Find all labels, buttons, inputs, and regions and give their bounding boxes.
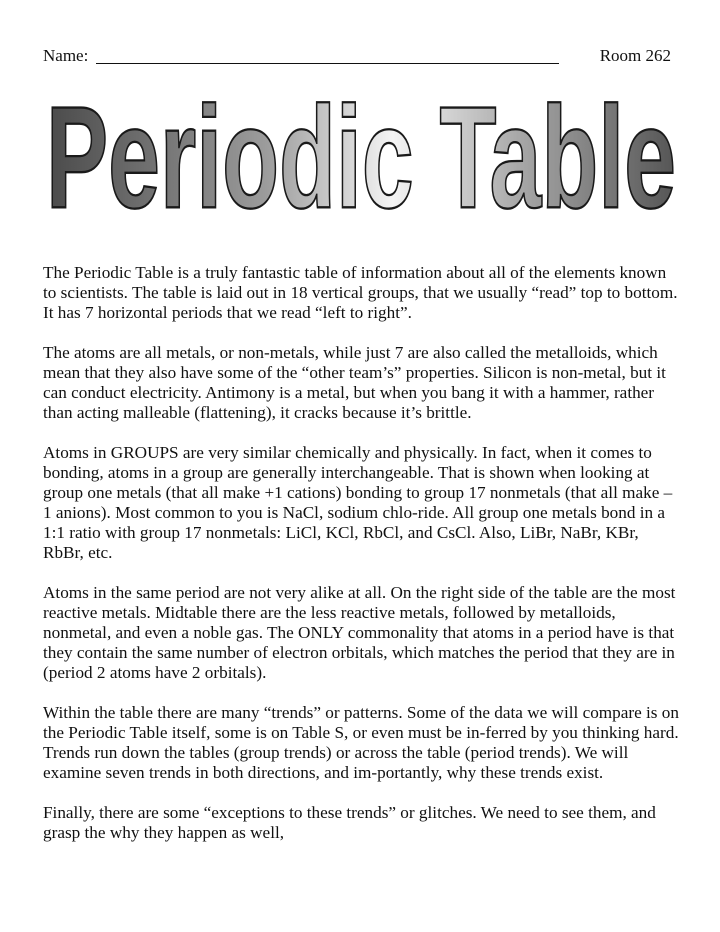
header — [43, 44, 671, 68]
paragraph-intro: The Periodic Table is a truly fantastic table of information about all of the elements known to scientists. The table is laid out in 18 vertical groups, that we usually “read” top to bottom. It has 7 horizontal periods that we read “left to right”. — [43, 263, 678, 322]
page-title — [36, 86, 686, 246]
paragraph-metals: The atoms are all metals, or non-metals, while just 7 are also called the metalloids, which mean that they also have some of the “other team’s” properties. Silicon is non-metal, but it can conduct electricity. Antimony is a metal, but when you bang it with a hammer, rather than acting malleable (flattening), it cracks because it’s brittle. — [43, 343, 666, 422]
body-text — [43, 263, 679, 863]
paragraph-trends: Within the table there are many “trends” or patterns. Some of the data we will compare is on the Periodic Table itself, some is on Table S, or even must be in-ferred by you thinking hard. Trends run down the tables (group trends) or across the table (period trends). We will examine seven trends in both directions, and im-portantly, why these trends exist. — [43, 703, 679, 782]
name-blank-line[interactable] — [96, 63, 559, 64]
paragraph-exceptions: Finally, there are some “exceptions to these trends” or glitches. We need to see them, and grasp the why they happen as well, — [43, 803, 656, 842]
paragraph-groups: Atoms in GROUPS are very similar chemically and physically. In fact, when it comes to bonding, atoms in a group are generally interchangeable. That is shown when looking at group one metals (that all make +1 cations) bonding to group 17 nonmetals (that all make –1 anions). Most common to you is NaCl, sodium chlo-ride. All group one metals bond in a 1:1 ratio with group 17 nonmetals: LiCl, KCl, RbCl, and CsCl. Also, LiBr, NaBr, KBr, RbBr, etc. — [43, 443, 673, 562]
title-text: Periodic Table — [46, 86, 677, 239]
paragraph-periods: Atoms in the same period are not very alike at all. On the right side of the table are the most reactive metals. Midtable there are the less reactive metals, followed by metalloids, nonmetal, and even a noble gas. The ONLY commonality that atoms in a period have is that they contain the same number of electron orbitals, which matches the period that they are in (period 2 atoms have 2 orbitals). — [43, 583, 676, 682]
room-label: Room 262 — [599, 46, 671, 65]
name-label: Name: — [43, 46, 89, 65]
